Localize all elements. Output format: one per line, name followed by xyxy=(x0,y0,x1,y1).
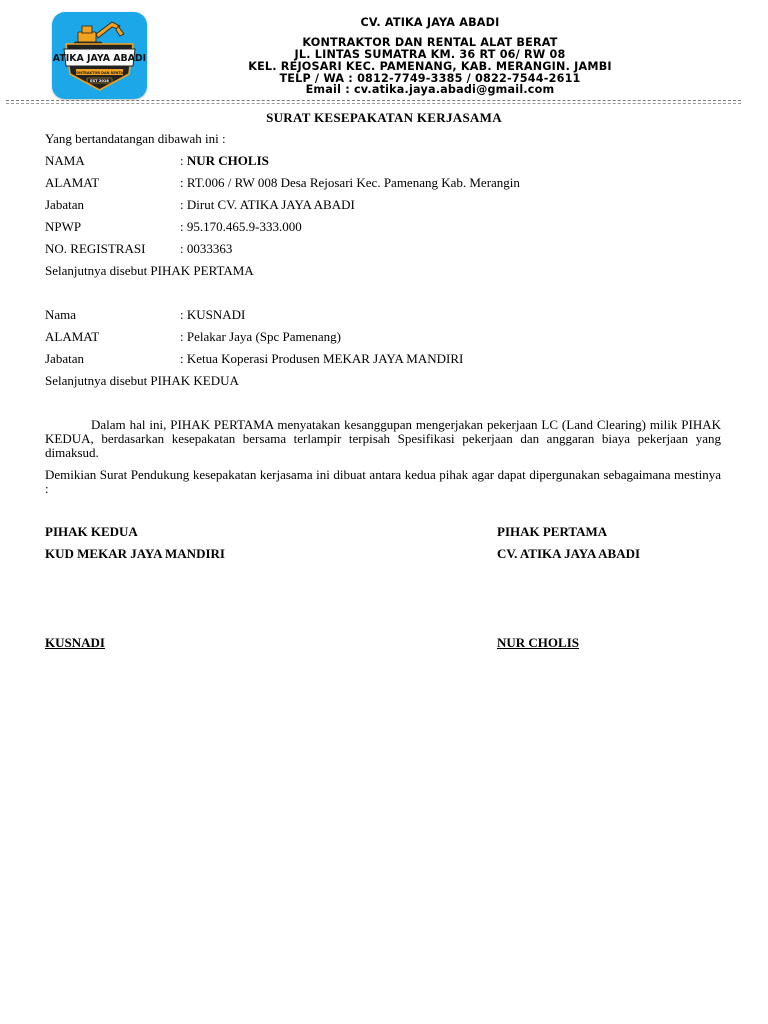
first-party-registration-value: : 0033363 xyxy=(180,241,233,256)
signature-right-name: NUR CHOLIS xyxy=(497,635,579,650)
company-address-street: JL. LINTAS SUMATRA KM. 36 RT 06/ RW 08 xyxy=(294,48,566,61)
letterhead-divider xyxy=(6,100,741,101)
document-title: SURAT KESEPAKATAN KERJASAMA xyxy=(266,110,502,125)
first-party-address-label: ALAMAT xyxy=(45,175,100,190)
second-party-address-value: : Pelakar Jaya (Spc Pamenang) xyxy=(180,329,342,344)
first-party-name-value: : NUR CHOLIS xyxy=(180,153,269,168)
company-phone: TELP / WA : 0812-7749-3385 / 0822-7544-2611 xyxy=(279,72,581,85)
second-party-address-label: ALAMAT xyxy=(45,329,100,344)
signature-left-organization: KUD MEKAR JAYA MANDIRI xyxy=(45,546,225,561)
first-party-address-value: : RT.006 / RW 008 Desa Rejosari Kec. Pamenang Kab. Merangin xyxy=(180,175,520,190)
company-tagline: KONTRAKTOR DAN RENTAL ALAT BERAT xyxy=(302,36,558,49)
second-party-closing: Selanjutnya disebut PIHAK KEDUA xyxy=(45,373,239,388)
signature-left-role: PIHAK KEDUA xyxy=(45,524,138,539)
excavator-badge-icon xyxy=(52,12,147,99)
first-party-registration-label: NO. REGISTRASI xyxy=(45,241,146,256)
signature-right-role: PIHAK PERTAMA xyxy=(497,524,608,539)
signature-left-name: KUSNADI xyxy=(45,635,105,650)
first-party-npwp-value: : 95.170.465.9-333.000 xyxy=(180,219,302,234)
company-address-region: KEL. REJOSARI KEC. PAMENANG, KAB. MERANGIN. JAMBI xyxy=(248,60,612,73)
letterhead-divider-secondary xyxy=(6,103,741,104)
first-party-position-label: Jabatan xyxy=(45,197,84,212)
intro-text: Yang bertandatangan dibawah ini : xyxy=(45,131,226,146)
first-party-closing: Selanjutnya disebut PIHAK PERTAMA xyxy=(45,263,254,278)
first-party-position-value: : Dirut CV. ATIKA JAYA ABADI xyxy=(180,197,355,212)
company-email: Email : cv.atika.jaya.abadi@gmail.com xyxy=(305,83,555,96)
signature-right-organization: CV. ATIKA JAYA ABADI xyxy=(497,546,641,561)
first-party-name-label: NAMA xyxy=(45,153,85,168)
closing-paragraph: Demikian Surat Pendukung kesepakatan kerjasama ini dibuat antara kedua pihak agar dapat dipergunakan sebagaimana mestinya : xyxy=(45,467,721,496)
second-party-position-value: : Ketua Koperasi Produsen MEKAR JAYA MANDIRI xyxy=(180,351,464,366)
agreement-paragraph: Dalam hal ini, PIHAK PERTAMA menyatakan kesanggupan mengerjakan pekerjaan LC (Land Clearing) milik PIHAK KEDUA, berdasarkan kesepakatan bersama terlampir terpisah Spesifikasi pekerjaan dan anggaran biaya pekerjaan yang dimaksud. xyxy=(45,417,721,460)
company-name: CV. ATIKA JAYA ABADI xyxy=(360,16,500,29)
logo-subtitle: KONTRAKTOR DAN RENTAL xyxy=(73,70,126,75)
first-party-npwp-label: NPWP xyxy=(45,219,82,234)
second-party-position-label: Jabatan xyxy=(45,351,84,366)
second-party-name-value: : KUSNADI xyxy=(180,307,246,322)
logo-name: ATIKA JAYA ABADI xyxy=(52,53,147,64)
second-party-name-label: Nama xyxy=(45,307,77,322)
company-logo xyxy=(52,12,147,99)
logo-est: EST 2018 xyxy=(90,79,109,84)
